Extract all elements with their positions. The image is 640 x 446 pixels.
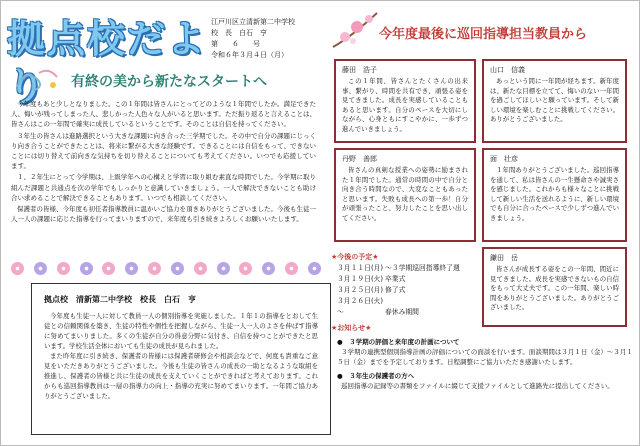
intro-article xyxy=(11,99,316,225)
flower-icon xyxy=(308,262,321,275)
teacher-name: 山口 信義 xyxy=(490,66,525,74)
issue-number: 第 ６ 号 xyxy=(211,40,260,48)
issue-school: 江戸川区立清新第二中学校 xyxy=(211,18,295,26)
principal-paragraph: また昨年度に引き続き、保護者の皆様には保護者研修会や相談会などで、何度も貴重なご意見をいただきありがとうございました。今後も生徒の皆さんの成長の一助となるような取組を推進し、保護者の皆様と共に生徒の成長を支えていくことができればと考えております。これからも巡回指導教員は一層の指導力の向上・指導の充実に努めてまいります。一年間ご協力ありがとうございました。 xyxy=(44,352,318,400)
intro-paragraph: 保護者の皆様、今年度も初任者指導教員に温かいご協力を頂きありがとうございました。今後も生徒一人一人の課題に応じた指導を行ってまいりますので、来年度も引き続きよろしくお願いいたします。 xyxy=(11,205,316,224)
schedule-date: ３月１９日(火) xyxy=(337,275,384,283)
teacher-message: この１年間、皆さんとたくさんの出来事、繋がり、時間を共有でき、頑張る姿を見てきました。成長を実感していることもあると思います。自分のペースを大切にしながら、心身ともにすこやかに、一歩ずつ進んでいきましょう。 xyxy=(342,77,468,133)
teachers-heading: 今年度最後に巡回指導担当教員から xyxy=(379,27,588,42)
flower-icon xyxy=(262,262,275,275)
flower-icon xyxy=(57,262,70,275)
flower-icon xyxy=(11,262,24,275)
newsletter-logo: 拠点校だより xyxy=(7,17,208,109)
cherry-blossom-icon xyxy=(331,7,379,55)
schedule-row xyxy=(337,296,460,318)
notice-heading: ● ３年生の保護者の方へ xyxy=(337,372,415,380)
swirl-ornament-icon xyxy=(13,65,63,95)
schedule-row xyxy=(337,263,460,274)
flower-icon xyxy=(285,262,298,275)
teacher-name: 鎌田 岳 xyxy=(490,254,518,262)
schedule-title: ★今後の予定★ xyxy=(331,253,379,261)
teacher-message: 皆さんの真剣な授業への姿勢に励まされた１年間でした。通常の時間の中で自分と向き合う時間なので、大変なこともあったと思います。失敗も成長への第一歩！自分が頑張ったこと、努力したことを思い出してください。 xyxy=(342,166,468,222)
flower-icon xyxy=(80,262,93,275)
flower-icon xyxy=(171,262,184,275)
notice-body: 巡回指導の記録等の書類をファイルに綴じて支援ファイルとして進路先に提出してください。 xyxy=(341,382,614,390)
flower-icon xyxy=(217,262,230,275)
notice-heading: ● ３学期の評価と来年度の計画について xyxy=(337,338,460,346)
teacher-name: 面 壮彦 xyxy=(490,155,518,163)
principal-message-box xyxy=(31,283,331,435)
schedule-date: ３月２５日(月) xyxy=(337,286,384,294)
flower-icon xyxy=(148,262,161,275)
notice-title: ★お知らせ★ xyxy=(331,324,372,332)
teacher-name: 藤田 浩子 xyxy=(342,66,377,74)
schedule-row xyxy=(337,274,460,285)
flower-icon xyxy=(102,262,115,275)
schedule-date: ３月１１日(月) xyxy=(337,264,384,272)
notice-body: ３学期の連携型個別指導計画の評価についての面談を行います。面談期間は３月１日（金）～３月１５日（金）までを予定しております。日程調整にご協力いただき感謝いたします。 xyxy=(337,348,633,366)
teacher-message: あっという間に一年間が経ちます。新年度は、新たな目標を立てて、悔いのない一年間を過ごしてほしいと願っています。そして新しい環境を楽しむことに挑戦してください。ありがとうございました。 xyxy=(490,77,619,124)
issue-date: 令和６年３月４日（月） xyxy=(211,51,288,59)
schedule-row xyxy=(337,285,460,296)
flower-divider xyxy=(11,259,321,277)
teacher-card xyxy=(334,148,476,242)
intro-paragraph: 今年度もあと少しとなりました。この１年間は皆さんにとってどのような１年間でしたか。満足できた人、悔いが残ってしまった人、悲しかった人色々な人がいると思います。ただ振り返ると言えることは、皆さんはこの一年間で確実に成長しているということです。そのことは自信を持ってください。 xyxy=(11,100,316,129)
schedule-event: ～３学期巡回指導終了週 xyxy=(385,264,460,272)
teacher-message: 皆さんが成長する姿をこの一年間、間近に見てきました。成長を実感できないもの自信をもって大丈夫です。この一年間、楽しい時間をありがとうございました。ありがとうございました。 xyxy=(490,265,619,312)
teacher-card xyxy=(482,148,627,242)
flower-icon xyxy=(125,262,138,275)
teacher-card xyxy=(334,59,476,143)
principal-title: 拠点校 清新第二中学校 校長 白石 亨 xyxy=(44,295,196,304)
issue-principal: 校 長 白石 亨 xyxy=(211,29,267,37)
schedule-date: ３月２６日(火)～ xyxy=(337,297,384,316)
issue-info xyxy=(211,17,323,61)
notice-list xyxy=(337,337,633,391)
schedule-list xyxy=(337,263,460,318)
teacher-name: 丹野 善郎 xyxy=(342,155,377,163)
flower-icon xyxy=(34,262,47,275)
section-subtitle: 有終の美から新たなスタートへ xyxy=(71,74,267,90)
intro-paragraph: ３年生の皆さんは進路選択という大きな課題に向き合った三学期でした。その中で自分の課題にじっくり向き合うことができたことは、将来に繋がる大きな経験です。できることには自信をもって、できないことには切り替えて前向きな気持ちを切り替えることについても考えてください。いつでも応援しています。 xyxy=(11,131,316,171)
flower-icon xyxy=(194,262,207,275)
teacher-message: １年間ありがとうございました。巡回指導を通して、私は皆さんの一生懸命さや誠実さを感じました。これからも様々なことに挑戦して新しい生活を送れるように、新しい環境でも自分に合ったペースで少しずつ進んでいきましょう。 xyxy=(490,166,619,222)
teacher-card xyxy=(482,247,627,327)
schedule-event: 修了式 xyxy=(385,286,406,294)
principal-paragraph: 今年度も生徒一人に対して教員一人の個別指導を実施しました。１年１の指導をとおして生徒との信頼関係を築き、生徒の特性や個性を把握しながら、生徒一人一人のよさを伸ばす指導に努めてまいりました。多くの生徒が自分の得意分野に気付き、自信を持つことができたと思います。学校生活全体においても生徒の成長が見られました。 xyxy=(44,312,318,350)
schedule-event: 卒業式 xyxy=(385,275,406,283)
teacher-card xyxy=(482,59,627,143)
flower-icon xyxy=(239,262,252,275)
schedule-event: 春休み期間 xyxy=(385,308,419,316)
intro-paragraph: １、２年生にとって今学期は、上級学年への心構えと学習に取り組む素直な時間でした。今学期に取り組んだ課題と共通点を次の学年でもしっかりと意識していきましょう。一人で解決できないことも助け合い求めることで解決できることもあります。いつでも相談してください。 xyxy=(11,173,316,202)
